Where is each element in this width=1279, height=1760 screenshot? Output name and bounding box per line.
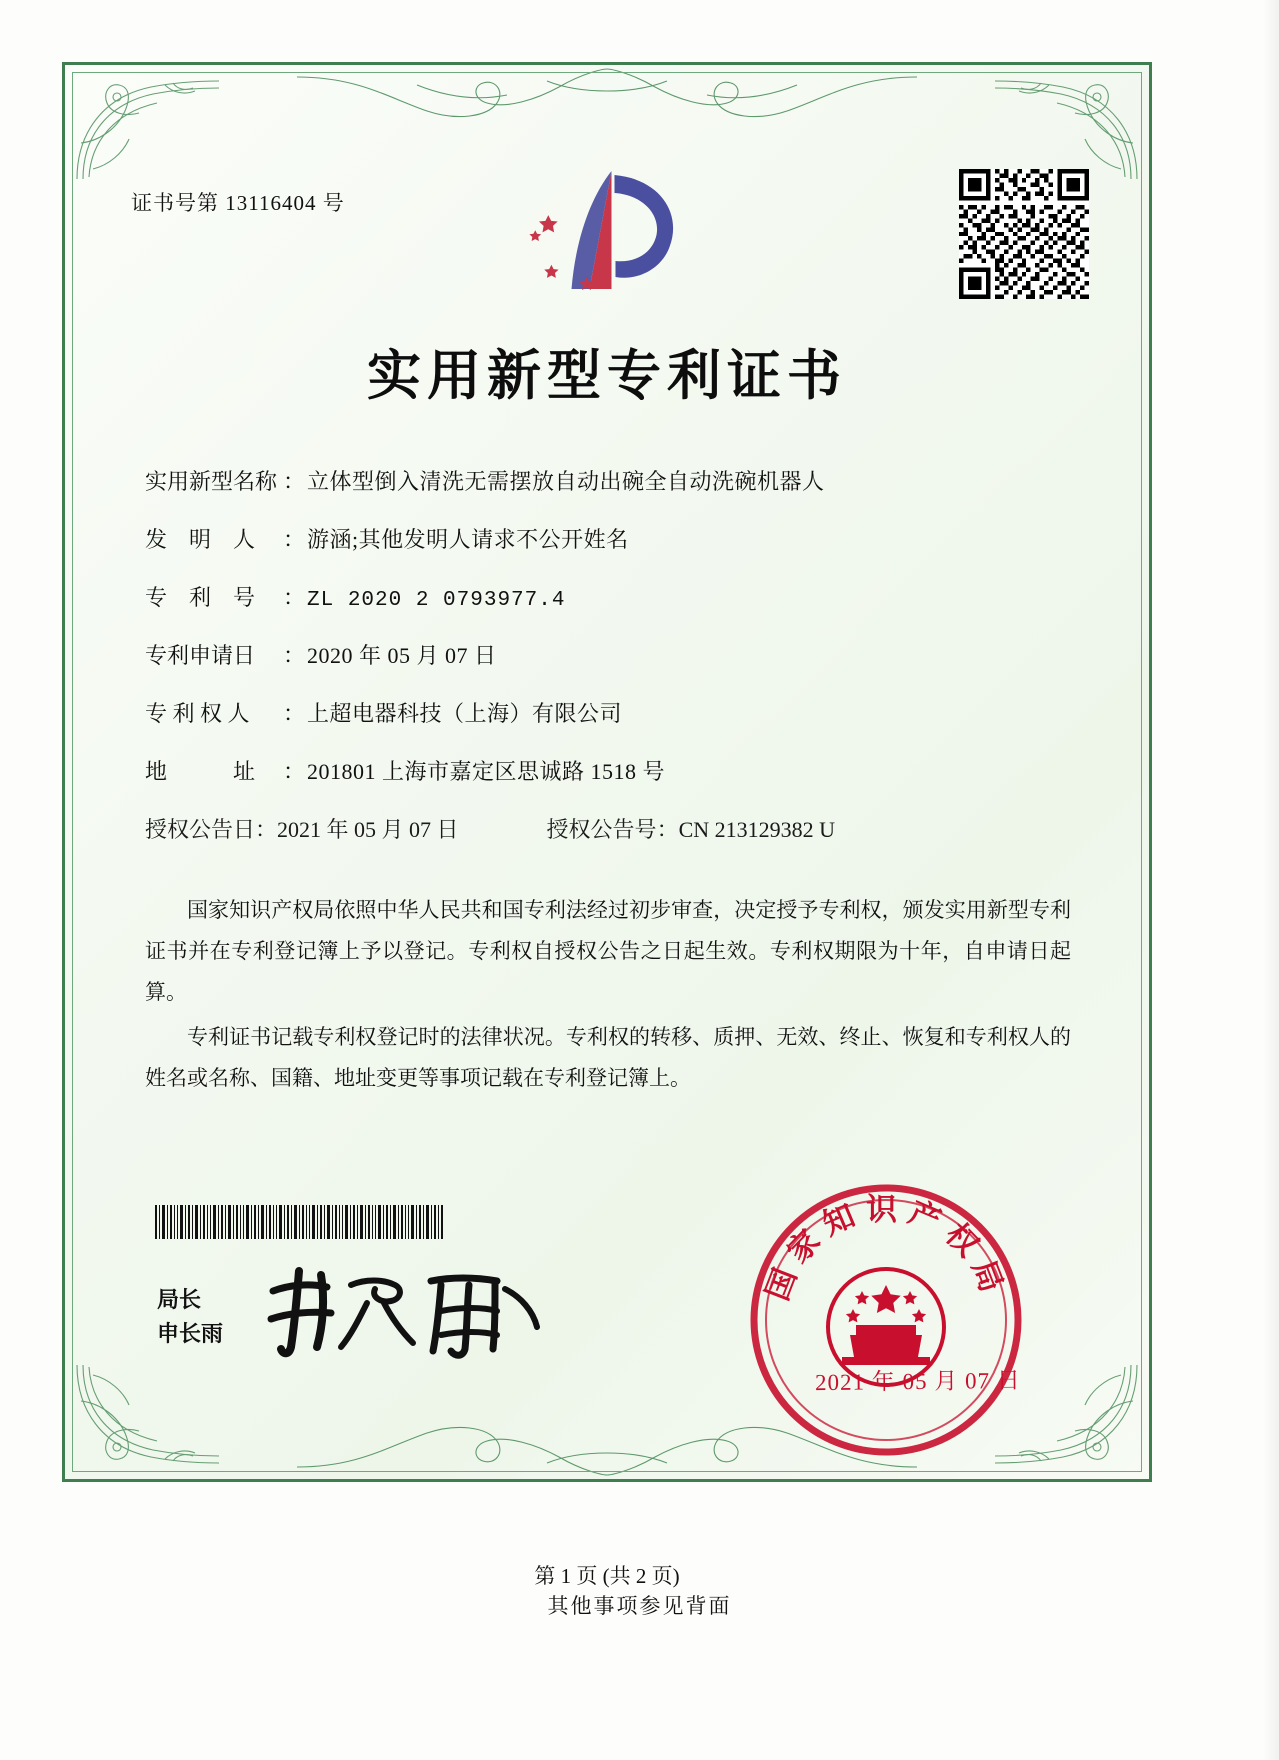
svg-text:国家知识产权局: 国家知识产权局 bbox=[759, 1192, 1013, 1306]
field-colon: ： bbox=[283, 701, 306, 726]
field-value: 上超电器科技（上海）有限公司 bbox=[307, 701, 623, 726]
field-label: 专 利 号 bbox=[145, 585, 256, 610]
legal-text bbox=[145, 890, 1071, 1103]
corner-ornament-icon bbox=[73, 73, 223, 183]
legal-paragraph-1: 国家知识产权局依照中华人民共和国专利法经过初步审查，决定授予专利权，颁发实用新型专利证书并在专利登记簿上予以登记。专利权自授权公告之日起生效。专利权期限为十年，自申请日起算。 bbox=[145, 898, 1071, 1004]
field-grant-number bbox=[547, 813, 835, 844]
field-label: 授权公告日 bbox=[145, 817, 256, 842]
field-colon: ： bbox=[656, 817, 679, 842]
field-value: 游涵;其他发明人请求不公开姓名 bbox=[307, 527, 629, 552]
handwritten-signature-icon bbox=[255, 1255, 555, 1365]
field-value: 立体型倒入清洗无需摆放自动出碗全自动洗碗机器人 bbox=[307, 469, 825, 494]
official-seal bbox=[741, 1175, 1031, 1465]
field-colon: ： bbox=[283, 585, 306, 610]
signature-role: 局长 bbox=[157, 1287, 202, 1312]
page-indicator: 第 1 页 (共 2 页) bbox=[534, 1564, 680, 1588]
certificate-number: 证书号第 13116404 号 bbox=[131, 191, 345, 215]
signature-block bbox=[157, 1283, 223, 1351]
field-value: ZL 2020 2 0793977.4 bbox=[307, 589, 566, 612]
scan-edge-shadow bbox=[1263, 0, 1279, 1760]
legal-paragraph-2: 专利证书记载专利权登记时的法律状况。专利权的转移、质押、无效、终止、恢复和专利权人的姓名或名称、国籍、地址变更等事项记载在专利登记簿上。 bbox=[145, 1025, 1071, 1090]
field-address bbox=[145, 755, 1079, 786]
field-utility-model-name bbox=[145, 465, 1079, 496]
field-value: 2021 年 05 月 07 日 bbox=[277, 817, 459, 842]
page-title: 实用新型专利证书 bbox=[367, 343, 847, 407]
corner-ornament-icon bbox=[73, 1361, 223, 1471]
field-grant-date bbox=[145, 813, 459, 844]
field-label: 专 利 权 人 bbox=[145, 701, 250, 726]
field-label: 发 明 人 bbox=[145, 527, 256, 552]
top-flourish-icon bbox=[297, 67, 917, 129]
field-value: CN 213129382 U bbox=[678, 817, 836, 842]
field-label: 地 址 bbox=[145, 759, 256, 784]
corner-ornament-icon bbox=[991, 73, 1141, 183]
field-colon: ： bbox=[283, 643, 306, 668]
field-patentee bbox=[145, 697, 1079, 728]
field-grant-row bbox=[145, 813, 1079, 844]
cnipa-logo-icon bbox=[520, 169, 695, 304]
signature-name: 申长雨 bbox=[157, 1321, 224, 1346]
field-application-date bbox=[145, 639, 1079, 670]
qr-code-icon bbox=[959, 169, 1089, 299]
field-colon: ： bbox=[283, 469, 306, 494]
field-label: 专利申请日 bbox=[145, 643, 256, 668]
field-list bbox=[145, 465, 1079, 871]
seal-date: 2021 年 05 月 07 日 bbox=[815, 1367, 1022, 1396]
field-colon: ： bbox=[255, 817, 278, 842]
certificate-border bbox=[62, 62, 1152, 1588]
barcode bbox=[155, 1205, 445, 1239]
field-colon: ： bbox=[283, 527, 306, 552]
field-inventor bbox=[145, 523, 1079, 554]
field-value: 201801 上海市嘉定区思诚路 1518 号 bbox=[307, 759, 666, 784]
field-colon: ： bbox=[283, 759, 306, 784]
field-label: 实用新型名称 bbox=[145, 469, 278, 494]
back-side-note: 其他事项参见背面 bbox=[547, 1594, 732, 1618]
field-label: 授权公告号 bbox=[546, 817, 657, 842]
field-patent-number bbox=[145, 581, 1079, 612]
field-value: 2020 年 05 月 07 日 bbox=[307, 643, 497, 668]
